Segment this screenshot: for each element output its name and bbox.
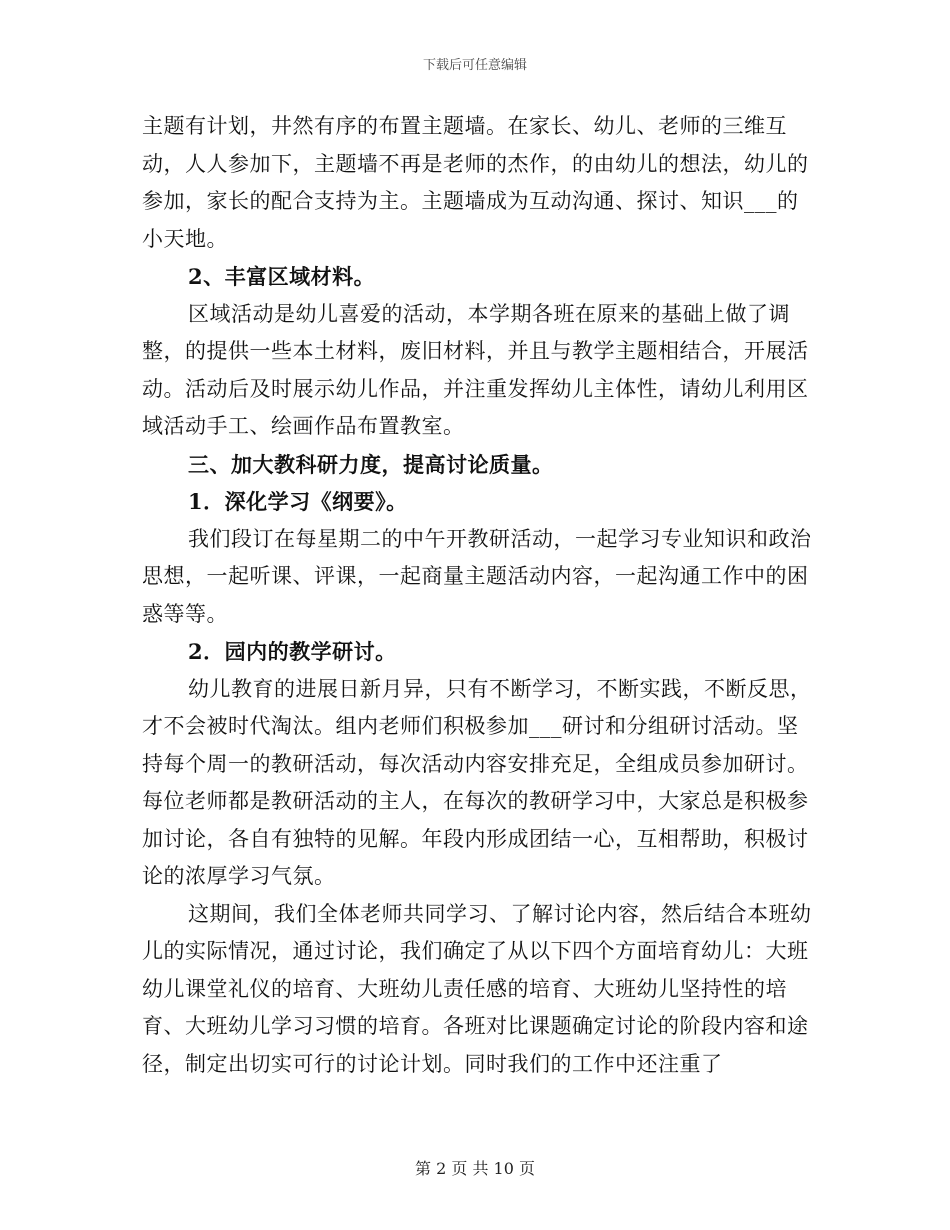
paragraph-weekly-study: 我们段订在每星期二的中午开教研活动，一起学习专业知识和政治思想，一起听课、评课，一起商量主题活动内容，一起沟通工作中的困惑等等。 (142, 526, 812, 626)
section-heading-study-outline: 1．深化学习《纲要》。 (188, 489, 408, 514)
section-heading-area-materials: 2、丰富区域材料。 (188, 264, 376, 289)
paragraph-area-activities: 区域活动是幼儿喜爱的活动，本学期各班在原来的基础上做了调整，的提供一些本土材料，废旧材料，并且与教学主题相结合，开展活动。活动后及时展示幼儿作品，并注重发挥幼儿主体性，请幼儿利用区域活动手工、绘画作品布置教室。 (142, 301, 809, 438)
paragraph-training-directions: 这期间，我们全体老师共同学习、了解讨论内容，然后结合本班幼儿的实际情况，通过讨论，我们确定了从以下四个方面培育幼儿：大班幼儿课堂礼仪的培育、大班幼儿责任感的培育、大班幼儿坚持性的培育、大班幼儿学习习惯的培育。各班对比课题确定讨论的阶段内容和途径，制定出切实可行的讨论计划。同时我们的工作中还注重了 (142, 901, 812, 1076)
section-heading-research: 三、加大教科研力度，提高讨论质量。 (188, 451, 554, 477)
section-heading-teaching-research: 2．园内的教学研讨。 (188, 639, 397, 664)
document-body (142, 108, 812, 1083)
page-number: 第 2 页 共 10 页 (415, 1159, 535, 1178)
paragraph-theme-wall: 主题有计划，井然有序的布置主题墙。在家长、幼儿、老师的三维互动，人人参加下，主题墙不再是老师的杰作，的由幼儿的想法，幼儿的参加，家长的配合支持为主。主题墙成为互动沟通、探讨、知识___的小天地。 (142, 114, 809, 251)
page-header: 下载后可任意编辑 (422, 58, 527, 73)
paragraph-teaching-research: 幼儿教育的进展日新月异，只有不断学习，不断实践，不断反思，才不会被时代淘汰。组内老师们积极参加___研讨和分组研讨活动。坚持每个周一的教研活动，每次活动内容安排充足，全组成员参加研讨。每位老师都是教研活动的主人，在每次的教研学习中，大家总是积极参加讨论，各自有独特的见解。年段内形成团结一心，互相帮助，积极讨论的浓厚学习气氛。 (142, 676, 812, 888)
